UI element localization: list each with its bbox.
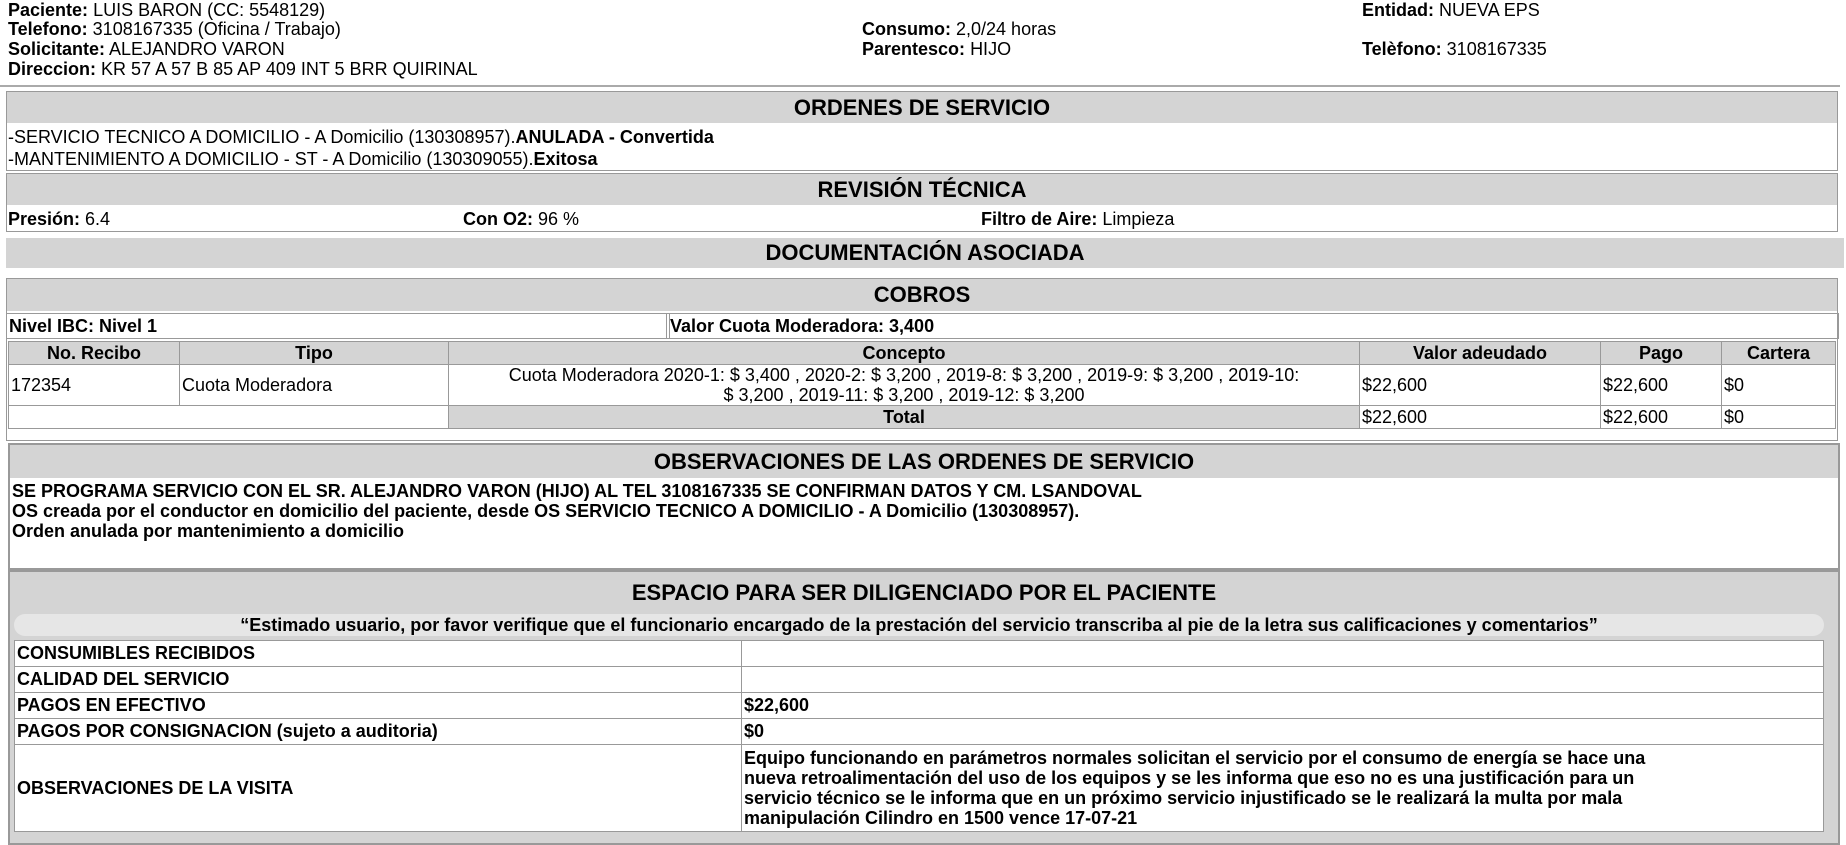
ordenes-title: ORDENES DE SERVICIO (7, 92, 1837, 123)
solicitante-field: Solicitante: ALEJANDRO VARON (8, 39, 285, 59)
total-label: Total (449, 406, 1360, 429)
consumo-field: Consumo: 2,0/24 horas (862, 19, 1057, 39)
table-row (15, 667, 1824, 693)
cobros-header-row (9, 342, 1836, 365)
cell-pago: $22,600 (1601, 365, 1722, 406)
col-concepto: Concepto (449, 342, 1360, 365)
row-label: PAGOS POR CONSIGNACION (sujeto a auditoria) (15, 719, 742, 745)
orden-item: -MANTENIMIENTO A DOMICILIO - ST - A Domicilio (130309055).Exitosa (8, 149, 598, 169)
orden-item: -SERVICIO TECNICO A DOMICILIO - A Domicilio (130308957).ANULADA - Convertida (8, 127, 714, 147)
obs-visita-label: OBSERVACIONES DE LA VISITA (15, 745, 742, 832)
row-value: $22,600 (742, 693, 1824, 719)
o2-field: Con O2: 96 % (463, 209, 580, 229)
col-pago: Pago (1601, 342, 1722, 365)
valor-cuota: Valor Cuota Moderadora: 3,400 (666, 313, 1839, 339)
cell-tipo: Cuota Moderadora (180, 365, 449, 406)
obs-visita-text: Equipo funcionando en parámetros normales solicitan el servicio por el consumo de energía se hace una nueva retroalimentación del uso de los equipos y se les informa que eso no es una justificación para un servicio técnico se le informa que en un próximo servicio injustificado se le realizará la multa por mala manipulación Cilindro en 1500 vence 17-07-21 (742, 745, 1824, 832)
documentacion-title: DOCUMENTACIÓN ASOCIADA (6, 238, 1844, 268)
table-row (15, 719, 1824, 745)
cell-valor: $22,600 (1360, 365, 1601, 406)
cobros-title: COBROS (7, 279, 1837, 311)
cobros-table (8, 341, 1836, 429)
direccion-field: Direccion: KR 57 A 57 B 85 AP 409 INT 5 BRR QUIRINAL (8, 59, 478, 79)
filtro-field: Filtro de Aire: Limpieza (981, 209, 1175, 229)
cell-concepto: Cuota Moderadora 2020-1: $ 3,400 , 2020-2: $ 3,200 , 2019-8: $ 3,200 , 2019-9: $ 3,200 , 2019-10: $ 3,200 , 2019-11: $ 3,200 , 2019-12: $ 3,200 (449, 365, 1360, 406)
table-row (15, 641, 1824, 667)
table-row (15, 693, 1824, 719)
col-valor: Valor adeudado (1360, 342, 1601, 365)
telefono-field: Telefono: 3108167335 (Oficina / Trabajo) (8, 19, 341, 39)
espacio-table (14, 640, 1824, 832)
col-recibo: No. Recibo (9, 342, 180, 365)
revision-title: REVISIÓN TÉCNICA (7, 174, 1837, 205)
telefono2-field: Telèfono: 3108167335 (1362, 39, 1547, 59)
total-cartera: $0 (1722, 406, 1836, 429)
col-tipo: Tipo (180, 342, 449, 365)
observaciones-text: SE PROGRAMA SERVICIO CON EL SR. ALEJANDRO VARON (HIJO) AL TEL 3108167335 SE CONFIRMAN DATOS Y CM. LSANDOVAL OS creada por el conductor en domicilio del paciente, desde OS SERVICIO TECNICO A DOMICILIO - A Domicilio (130308957). Orden anulada por mantenimiento a domicilio (12, 481, 1142, 541)
table-row (9, 365, 1836, 406)
row-value: $0 (742, 719, 1824, 745)
espacio-title: ESPACIO PARA SER DILIGENCIADO POR EL PACIENTE (631, 580, 1217, 605)
total-row (9, 406, 1836, 429)
table-row (15, 745, 1824, 832)
row-label: CALIDAD DEL SERVICIO (15, 667, 742, 693)
row-value (742, 641, 1824, 667)
presion-field: Presión: 6.4 (8, 209, 111, 229)
observaciones-title: OBSERVACIONES DE LAS ORDENES DE SERVICIO (10, 445, 1838, 478)
col-cartera: Cartera (1722, 342, 1836, 365)
divider (0, 85, 1840, 87)
entidad-field: Entidad: NUEVA EPS (1362, 0, 1540, 20)
row-value (742, 667, 1824, 693)
total-valor: $22,600 (1360, 406, 1601, 429)
cell-cartera: $0 (1722, 365, 1836, 406)
parentesco-field: Parentesco: HIJO (862, 39, 1012, 59)
row-label: CONSUMIBLES RECIBIDOS (15, 641, 742, 667)
espacio-notice: “Estimado usuario, por favor verifique que el funcionario encargado de la prestación del servicio transcriba al pie de la letra sus calificaciones y comentarios” (14, 614, 1824, 636)
total-pago: $22,600 (1601, 406, 1722, 429)
row-label: PAGOS EN EFECTIVO (15, 693, 742, 719)
nivel-ibc: Nivel IBC: Nivel 1 (6, 313, 670, 339)
paciente-field: Paciente: LUIS BARON (CC: 5548129) (8, 0, 326, 20)
cell-recibo: 172354 (9, 365, 180, 406)
